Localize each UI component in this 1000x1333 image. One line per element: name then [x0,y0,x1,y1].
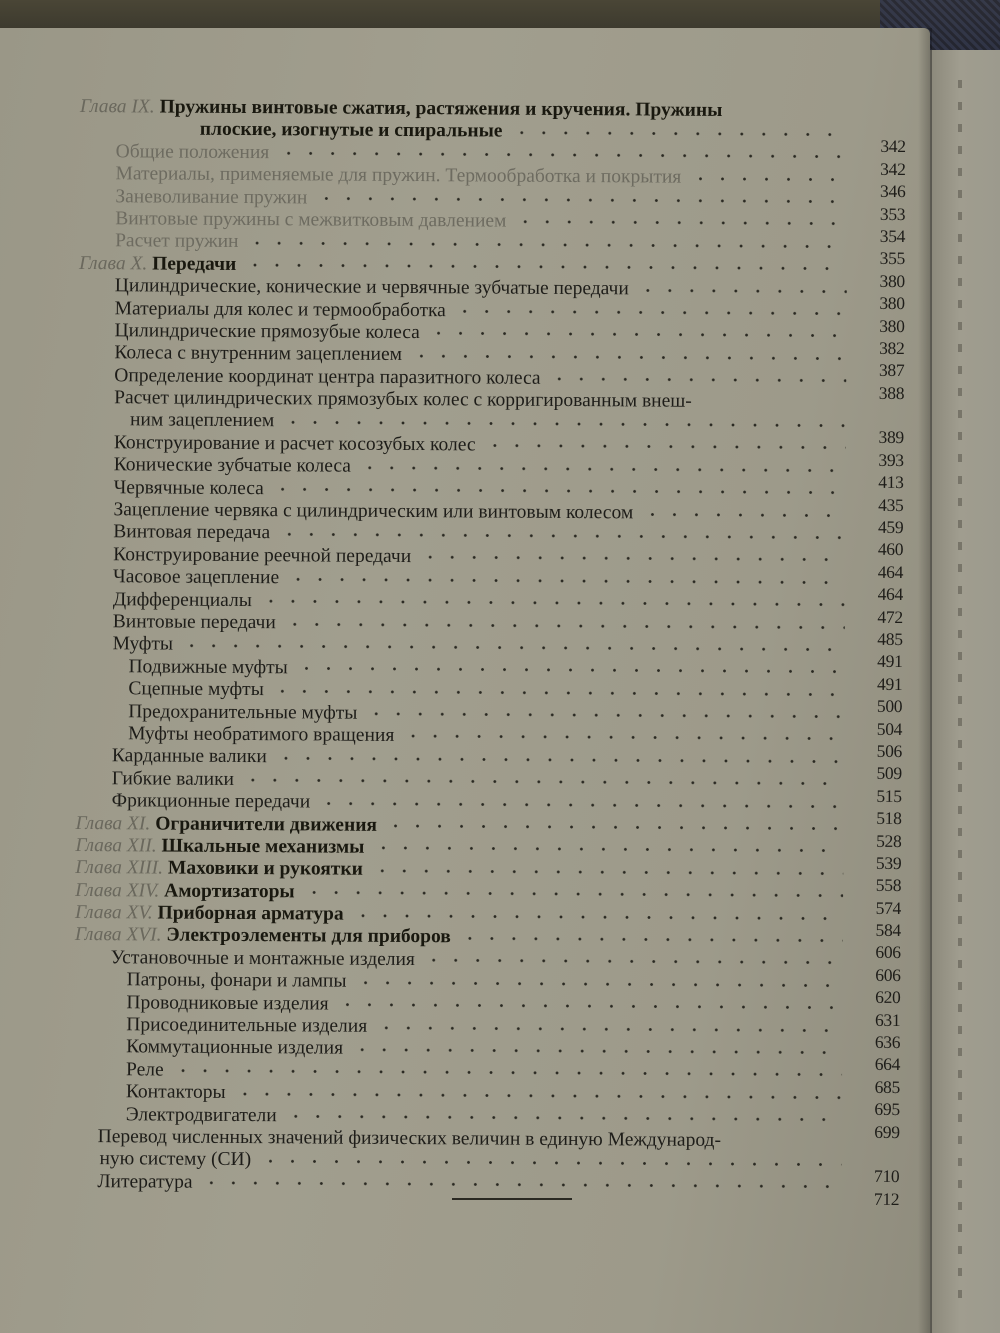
page-number: 355 [879,248,906,269]
leader-dots [284,622,845,629]
leader-dots [454,309,847,315]
leader-dots [244,263,847,271]
leader-dots [423,958,843,965]
chapter-title: Амортизаторы [164,880,295,902]
page-number: 380 [879,315,905,336]
page-number: 380 [879,270,905,291]
page-number: 485 [877,628,903,650]
section-title: Электродвигатели [125,1103,277,1126]
section-title: Сцепные муфты [128,678,264,701]
page-number: 389 [878,427,904,448]
leader-dots [282,420,846,427]
chapter-title: Маховики и рукоятки [167,857,363,881]
section-title: Патроны, фонари и лампы [126,969,347,992]
page-number: 584 [875,919,901,941]
leader-dots [296,667,845,674]
leader-dots [371,869,843,876]
page-number: 574 [875,897,902,918]
leader-dots [484,444,846,450]
leader-dots [315,197,847,204]
leader-dots [689,176,847,181]
chapter-number: Глава XIV. [75,879,160,902]
page-number: 606 [875,964,901,985]
section-title: плоские, изогнутые и спиральные [199,119,503,142]
section-title: Коммутационные изделия [126,1036,344,1060]
page-number: 664 [874,1054,901,1075]
leader-dots [459,936,843,942]
section-title: Конические зубчатые колеса [113,454,351,477]
page-number: 712 [873,1188,900,1209]
page-number: 500 [876,696,903,717]
chapter-title: Передачи [152,253,237,275]
chapter-number: Глава XI. [75,812,151,834]
section-title: Конструирование реечной передачи [113,544,412,567]
section-title: ним зацеплением [129,409,275,432]
section-title: Присоединительные изделия [126,1014,368,1037]
end-rule [452,1198,572,1200]
page-number: 695 [874,1099,900,1120]
section-title: Заневоливание пружин [115,185,308,208]
page-number: 388 [878,382,905,403]
leader-dots [549,377,847,383]
page-number: 515 [876,785,902,806]
section-title: Установочные и монтажные изделия [110,947,415,970]
leader-dots [375,1025,842,1032]
section-title: Литература [97,1170,193,1193]
chapter-title: Шкальные механизмы [161,835,365,858]
leader-dots [278,532,845,539]
leader-dots [181,644,844,652]
next-page-edge [930,50,1000,1333]
leader-dots [641,512,845,517]
leader-dots [234,1092,842,1100]
page-number: 710 [873,1166,900,1187]
page-number: 518 [876,807,902,829]
toc-entry-label [97,1171,841,1198]
page-number: 504 [876,718,903,739]
page-number: 459 [877,516,904,538]
page-number: 699 [874,1121,900,1142]
page-number: 413 [878,472,904,493]
leader-dots [510,131,847,137]
section-title: Предохранительные муфты [128,700,358,724]
leader-dots [172,1069,842,1077]
leader-dots [277,152,847,159]
page-number: 464 [877,584,904,605]
leader-dots [259,1159,841,1167]
section-title: ную систему (СИ) [99,1148,252,1171]
page-number: 539 [875,852,902,873]
leader-dots [260,599,845,607]
binding-stitches [958,80,962,1300]
table-of-contents [73,96,906,1209]
leader-dots [351,1048,842,1055]
page-number: 528 [876,830,902,851]
section-title: Муфты [112,633,174,655]
section-title: Зацепление червяка с цилиндрическим или винтовым колесом [113,499,634,524]
page-number: 464 [877,561,904,582]
chapter-number: Глава X. [78,252,148,275]
page-number: 346 [880,181,906,202]
section-title: Конструирование и расчет косозубых колес [113,432,476,456]
page-number: 685 [874,1076,901,1097]
chapter-number: Глава XV. [74,902,153,924]
page-number: 636 [874,1031,901,1053]
leader-dots [419,555,845,562]
section-title: Фрикционные передачи [111,790,311,813]
page-number: 382 [879,337,905,358]
page-number: 380 [879,293,905,314]
section-title: Материалы для колес и термообработка [114,297,446,321]
section-title: Часовое зацепление [112,566,280,589]
page-number: 393 [878,449,904,470]
section-title: Винтовая передача [113,521,271,544]
section-title: Проводниковые изделия [126,991,329,1015]
page-number: 620 [875,987,901,1008]
section-title: Муфты необратимого вращения [128,723,395,746]
leader-dots [272,487,846,495]
leader-dots [287,577,845,584]
section-title: Цилиндрические, конические и червячные зубчатые передачи [114,275,629,300]
page-number: 606 [875,942,901,963]
section-title: Червячные колеса [113,476,264,499]
chapter-number: Глава XVI. [74,924,162,946]
page-number: 506 [876,740,903,761]
leader-dots [514,220,847,226]
leader-dots [410,354,846,361]
leader-dots [337,1003,843,1010]
section-title: Дифференциалы [112,588,252,611]
chapter-number: Глава XII. [75,834,157,857]
section-title: Гибкие валики [111,767,235,790]
page-number: 631 [874,1009,901,1030]
leader-dots [354,980,842,987]
section-title: Расчет пружин [115,230,239,253]
section-title: Общие положения [115,141,270,163]
page-number: 387 [878,360,905,381]
chapter-number: Глава IX. [79,96,155,118]
section-title: Карданные валики [111,745,267,768]
page-number: 509 [876,763,902,784]
section-title: Винтовые пружины с межвитковым давлением [115,208,507,232]
page-number: 342 [880,136,906,157]
page-crease [918,28,932,1333]
page-number: 435 [878,494,904,515]
chapter-number: Глава XIII. [75,857,164,879]
page-number: 558 [875,875,902,896]
leader-dots [201,1181,842,1189]
leader-dots [318,801,843,808]
section-title: Винтовые передачи [112,611,276,634]
leader-dots [352,913,843,920]
page-number: 491 [877,651,903,672]
chapter-title: Ограничители движения [155,812,378,836]
section-title: Материалы, применяемые для пружин. Термообработка и покрытия [115,163,682,188]
leader-dots [428,332,847,339]
section-title: Подвижные муфты [128,656,288,679]
leader-dots [637,288,847,293]
page-number: 460 [877,539,904,560]
section-title: Цилиндрические прямозубые колеса [114,320,420,343]
leader-dots [303,891,843,898]
section-title: Определение координат центра паразитного колеса [114,364,541,389]
leader-dots [275,756,844,763]
leader-dots [285,1114,842,1121]
page-number: 354 [879,225,906,246]
leader-dots [385,824,843,831]
chapter-title: Приборная арматура [157,902,344,925]
chapter-title: Пружины винтовые сжатия, растяжения и кручения. Пружины [159,96,723,121]
page-number: 491 [877,673,903,694]
section-title: Реле [125,1059,164,1081]
leader-dots [372,846,843,853]
section-title: Колеса с внутренним зацеплением [114,342,403,366]
leader-dots [359,465,846,472]
section-title: Расчет цилиндрических прямозубых колес с корригированным внеш- [114,387,692,412]
section-title: Перевод численных значений физических величин в единую Международ- [97,1126,722,1151]
chapter-title: Электроэлементы для приборов [166,924,451,948]
leader-dots [365,712,844,719]
leader-dots [242,778,844,786]
leader-dots [272,689,844,696]
page-number: 342 [880,158,906,179]
page-number: 472 [877,606,903,627]
page-number: 353 [879,203,906,224]
section-title: Контакторы [125,1081,226,1104]
leader-dots [402,734,844,741]
leader-dots [246,241,846,249]
